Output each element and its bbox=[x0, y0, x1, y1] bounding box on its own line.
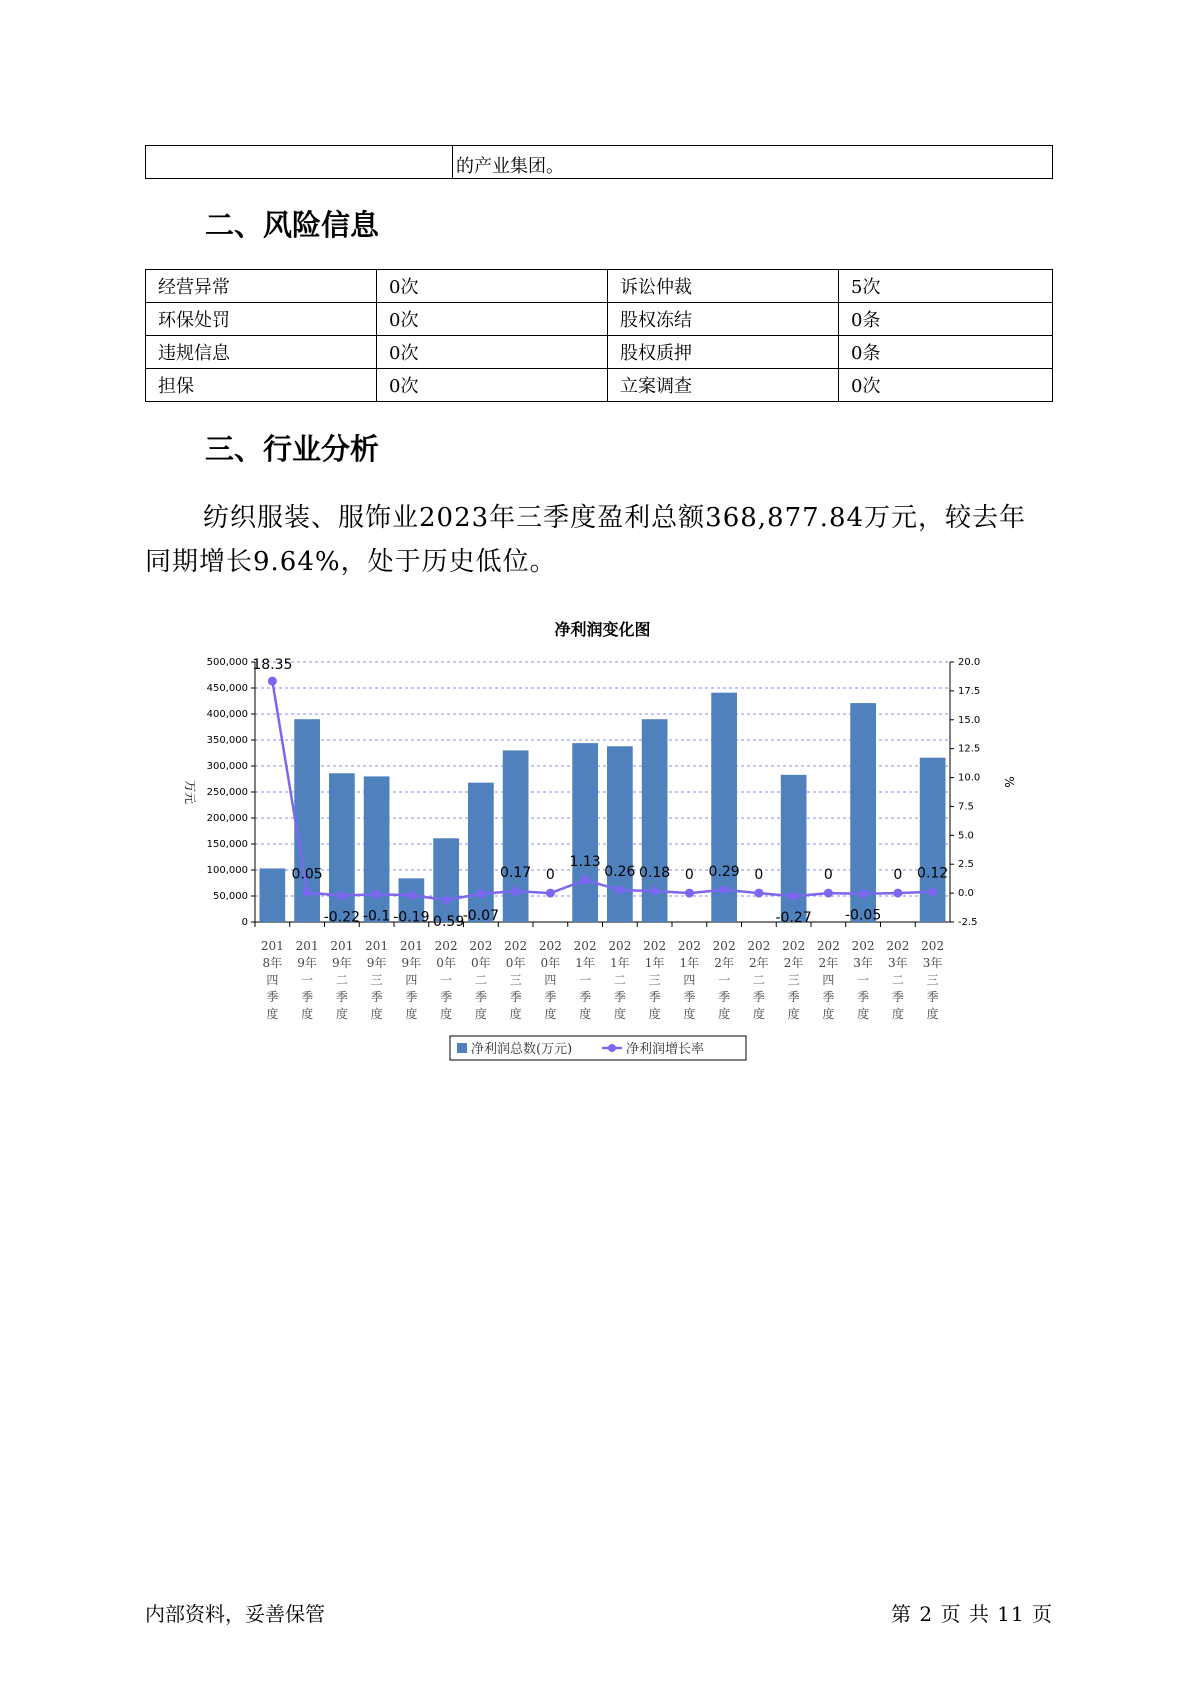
growth-rate-label: 0 bbox=[684, 867, 694, 884]
x-tick-label: 1年 bbox=[610, 956, 630, 970]
x-tick-label: 202 bbox=[469, 939, 493, 953]
x-tick-label: 202 bbox=[434, 939, 458, 953]
risk-label: 股权冻结 bbox=[608, 303, 839, 336]
right-tick-label: 7.5 bbox=[958, 801, 974, 813]
x-tick-label: 202 bbox=[712, 939, 736, 953]
x-tick-label: 201 bbox=[330, 939, 354, 953]
industry-section-title: 三、行业分析 bbox=[205, 432, 380, 466]
right-tick-label: 2.5 bbox=[958, 859, 974, 871]
bar bbox=[433, 838, 459, 922]
x-tick-label: 2年 bbox=[783, 956, 804, 970]
right-axis-title: % bbox=[1002, 776, 1016, 788]
growth-rate-point bbox=[685, 889, 694, 898]
right-tick-label: 20.0 bbox=[958, 657, 981, 668]
growth-rate-point bbox=[893, 889, 902, 898]
growth-rate-point bbox=[303, 888, 312, 897]
growth-rate-label: 0.29 bbox=[708, 863, 740, 880]
x-tick-label: 度 bbox=[857, 1007, 870, 1021]
risk-row bbox=[146, 336, 1053, 369]
x-tick-label: 度 bbox=[335, 1007, 348, 1021]
x-tick-label: 3年 bbox=[922, 956, 943, 970]
growth-rate-label: 0 bbox=[754, 867, 764, 884]
growth-rate-point bbox=[754, 889, 763, 898]
x-tick-label: 季 bbox=[301, 990, 314, 1004]
x-tick-label: 度 bbox=[683, 1007, 696, 1021]
x-tick-label: 季 bbox=[440, 990, 453, 1004]
bar bbox=[362, 776, 391, 925]
x-tick-label: 三 bbox=[509, 973, 522, 987]
x-tick-label: 度 bbox=[440, 1007, 453, 1021]
growth-rate-point bbox=[268, 677, 277, 686]
x-tick-label: 四 bbox=[405, 973, 418, 987]
x-tick-label: 二 bbox=[891, 973, 904, 987]
x-tick-label: 四 bbox=[544, 973, 557, 987]
footer-page-number: 第 2 页 共 11 页 bbox=[891, 1602, 1053, 1626]
x-tick-label: 202 bbox=[816, 939, 840, 953]
x-tick-label: 季 bbox=[266, 990, 279, 1004]
right-tick-label: 5.0 bbox=[958, 830, 974, 842]
x-tick-label: 202 bbox=[504, 939, 528, 953]
bar bbox=[468, 783, 494, 922]
x-tick-label: 1年 bbox=[575, 956, 595, 970]
growth-rate-label: -0.1 bbox=[362, 908, 391, 925]
x-tick-label: 度 bbox=[266, 1007, 279, 1021]
x-tick-label: 度 bbox=[405, 1007, 418, 1021]
growth-rate-point bbox=[337, 891, 346, 900]
x-tick-label: 季 bbox=[648, 990, 661, 1004]
growth-rate-label: 0.18 bbox=[639, 865, 671, 882]
left-tick-label: 300,000 bbox=[206, 761, 248, 772]
x-tick-label: 度 bbox=[474, 1007, 487, 1021]
growth-rate-point bbox=[789, 892, 798, 901]
x-tick-label: 0年 bbox=[471, 956, 491, 970]
right-tick-label: 12.5 bbox=[958, 743, 981, 755]
x-tick-label: 一 bbox=[301, 973, 314, 987]
x-tick-label: 度 bbox=[613, 1007, 626, 1021]
x-tick-label: 3年 bbox=[853, 956, 873, 970]
x-tick-label: 度 bbox=[752, 1007, 765, 1021]
x-tick-label: 202 bbox=[886, 939, 910, 953]
growth-rate-label: 0 bbox=[893, 867, 903, 884]
x-tick-label: 202 bbox=[573, 939, 597, 953]
left-tick-label: 100,000 bbox=[206, 865, 248, 876]
risk-value: 0次 bbox=[839, 369, 1053, 402]
growth-rate-point bbox=[928, 887, 937, 896]
x-tick-label: 季 bbox=[405, 990, 418, 1004]
x-tick-label: 201 bbox=[365, 939, 389, 953]
x-tick-label: 季 bbox=[613, 990, 626, 1004]
left-tick-label: 250,000 bbox=[206, 787, 248, 798]
left-tick-label: 0 bbox=[241, 917, 248, 928]
growth-rate-label: -0.07 bbox=[462, 907, 499, 924]
x-tick-label: 度 bbox=[787, 1007, 800, 1021]
x-tick-label: 季 bbox=[683, 990, 696, 1004]
growth-rate-point bbox=[372, 890, 381, 899]
x-tick-label: 202 bbox=[921, 939, 945, 953]
intro-table bbox=[145, 145, 1053, 179]
growth-rate-point bbox=[511, 887, 520, 896]
growth-rate-point bbox=[615, 886, 624, 895]
growth-rate-label: 0.17 bbox=[500, 865, 532, 882]
risk-label: 诉讼仲裁 bbox=[608, 270, 839, 303]
x-tick-label: 202 bbox=[747, 939, 771, 953]
risk-section-title: 二、风险信息 bbox=[205, 208, 380, 242]
growth-rate-label: 0.05 bbox=[291, 866, 323, 883]
risk-label: 立案调查 bbox=[608, 369, 839, 402]
right-tick-label: 17.5 bbox=[958, 685, 981, 697]
x-tick-label: 202 bbox=[538, 939, 562, 953]
x-tick-label: 9年 bbox=[297, 956, 317, 970]
left-tick-label: 200,000 bbox=[206, 813, 248, 824]
left-tick-label: 50,000 bbox=[213, 891, 248, 902]
growth-rate-point bbox=[476, 889, 485, 898]
x-tick-label: 201 bbox=[399, 939, 423, 953]
x-tick-label: 二 bbox=[474, 973, 487, 987]
x-tick-label: 一 bbox=[718, 973, 731, 987]
x-tick-label: 二 bbox=[335, 973, 348, 987]
risk-value: 0次 bbox=[377, 336, 608, 369]
risk-label: 违规信息 bbox=[146, 336, 377, 369]
x-tick-label: 季 bbox=[544, 990, 557, 1004]
x-tick-label: 1年 bbox=[644, 956, 665, 970]
x-tick-label: 季 bbox=[579, 990, 592, 1004]
right-tick-label: 10.0 bbox=[958, 772, 981, 784]
x-tick-label: 四 bbox=[683, 973, 696, 987]
growth-rate-label: 0.26 bbox=[604, 864, 636, 881]
legend-line-marker bbox=[608, 1044, 616, 1052]
x-tick-label: 一 bbox=[579, 973, 592, 987]
intro-table-text-cell: 的产业集团。 bbox=[453, 146, 1053, 179]
growth-rate-point bbox=[720, 885, 729, 894]
x-tick-label: 0年 bbox=[505, 956, 526, 970]
x-tick-label: 0年 bbox=[436, 956, 456, 970]
right-tick-label: 0.0 bbox=[958, 888, 974, 900]
x-tick-label: 季 bbox=[857, 990, 870, 1004]
left-tick-label: 400,000 bbox=[206, 709, 248, 720]
x-tick-label: 季 bbox=[474, 990, 487, 1004]
right-tick-label: -2.5 bbox=[958, 917, 978, 928]
x-tick-label: 三 bbox=[370, 973, 383, 987]
risk-value: 0条 bbox=[839, 336, 1053, 369]
x-tick-label: 季 bbox=[926, 990, 939, 1004]
x-tick-label: 三 bbox=[787, 973, 800, 987]
x-tick-label: 度 bbox=[891, 1007, 904, 1021]
x-tick-label: 202 bbox=[643, 939, 667, 953]
growth-rate-label: -0.59 bbox=[428, 913, 465, 930]
x-tick-label: 四 bbox=[266, 973, 279, 987]
risk-label: 担保 bbox=[146, 369, 377, 402]
x-tick-label: 度 bbox=[822, 1007, 835, 1021]
growth-rate-point bbox=[824, 889, 833, 898]
risk-row bbox=[146, 270, 1053, 303]
x-tick-label: 度 bbox=[648, 1007, 661, 1021]
x-tick-label: 季 bbox=[335, 990, 348, 1004]
left-axis-title: 万元 bbox=[183, 779, 197, 805]
x-tick-label: 202 bbox=[851, 939, 875, 953]
x-tick-label: 2年 bbox=[818, 956, 839, 970]
x-tick-label: 202 bbox=[782, 939, 806, 953]
bar bbox=[260, 868, 286, 922]
x-tick-label: 度 bbox=[370, 1007, 383, 1021]
bar bbox=[503, 750, 529, 922]
growth-rate-label: -0.19 bbox=[393, 909, 430, 926]
left-tick-label: 150,000 bbox=[206, 839, 248, 850]
x-tick-label: 度 bbox=[301, 1007, 314, 1021]
x-tick-label: 一 bbox=[440, 973, 453, 987]
right-tick-label: 15.0 bbox=[958, 714, 981, 726]
risk-label: 经营异常 bbox=[146, 270, 377, 303]
net-profit-chart bbox=[170, 610, 1030, 1070]
left-tick-label: 350,000 bbox=[206, 735, 248, 746]
x-tick-label: 2年 bbox=[714, 956, 734, 970]
x-tick-label: 9年 bbox=[366, 956, 387, 970]
intro-table-left-cell bbox=[146, 146, 453, 179]
x-tick-label: 0年 bbox=[540, 956, 561, 970]
x-tick-label: 季 bbox=[822, 990, 835, 1004]
footer-confidential: 内部资料，妥善保管 bbox=[145, 1602, 325, 1626]
growth-rate-point bbox=[859, 889, 868, 898]
risk-value: 5次 bbox=[839, 270, 1053, 303]
bar bbox=[572, 743, 598, 922]
bar bbox=[850, 703, 876, 922]
x-tick-label: 二 bbox=[752, 973, 765, 987]
x-tick-label: 202 bbox=[608, 939, 632, 953]
growth-rate-point bbox=[650, 887, 659, 896]
growth-rate-label: -0.05 bbox=[845, 907, 882, 924]
growth-rate-label: 1.13 bbox=[569, 854, 601, 871]
bar bbox=[920, 758, 946, 922]
risk-row bbox=[146, 303, 1053, 336]
risk-value: 0条 bbox=[839, 303, 1053, 336]
growth-rate-label: -0.22 bbox=[323, 909, 360, 926]
bar bbox=[607, 746, 633, 922]
x-tick-label: 8年 bbox=[262, 956, 283, 970]
x-tick-label: 一 bbox=[857, 973, 870, 987]
x-tick-label: 二 bbox=[613, 973, 626, 987]
x-tick-label: 三 bbox=[648, 973, 661, 987]
growth-rate-label: 0.12 bbox=[917, 865, 949, 882]
growth-rate-label: -0.27 bbox=[775, 910, 812, 927]
chart-title: 净利润变化图 bbox=[554, 620, 651, 639]
x-tick-label: 季 bbox=[787, 990, 800, 1004]
x-tick-label: 度 bbox=[509, 1007, 522, 1021]
x-tick-label: 201 bbox=[295, 939, 319, 953]
x-tick-label: 四 bbox=[822, 973, 835, 987]
x-tick-label: 三 bbox=[926, 973, 939, 987]
x-tick-label: 202 bbox=[677, 939, 701, 953]
growth-rate-point bbox=[442, 895, 451, 904]
x-tick-label: 度 bbox=[718, 1007, 731, 1021]
risk-row bbox=[146, 369, 1053, 402]
x-tick-label: 度 bbox=[926, 1007, 939, 1021]
x-tick-label: 9年 bbox=[332, 956, 352, 970]
legend-bar-swatch bbox=[457, 1043, 467, 1053]
x-tick-label: 3年 bbox=[888, 956, 908, 970]
growth-rate-label: 0 bbox=[823, 867, 833, 884]
x-tick-label: 2年 bbox=[749, 956, 769, 970]
x-tick-label: 季 bbox=[509, 990, 522, 1004]
left-tick-label: 450,000 bbox=[206, 683, 248, 694]
x-tick-label: 9年 bbox=[401, 956, 422, 970]
x-tick-label: 季 bbox=[752, 990, 765, 1004]
risk-value: 0次 bbox=[377, 369, 608, 402]
risk-label: 环保处罚 bbox=[146, 303, 377, 336]
risk-label: 股权质押 bbox=[608, 336, 839, 369]
x-tick-label: 度 bbox=[544, 1007, 557, 1021]
risk-value: 0次 bbox=[377, 303, 608, 336]
x-tick-label: 1年 bbox=[679, 956, 700, 970]
left-tick-label: 500,000 bbox=[206, 657, 248, 668]
x-tick-label: 季 bbox=[891, 990, 904, 1004]
risk-value: 0次 bbox=[377, 270, 608, 303]
growth-rate-point bbox=[407, 891, 416, 900]
growth-rate-label: 0 bbox=[545, 867, 555, 884]
legend-bar-label: 净利润总数(万元) bbox=[471, 1042, 573, 1057]
growth-rate-label: 18.35 bbox=[252, 657, 293, 674]
x-tick-label: 201 bbox=[260, 939, 284, 953]
industry-analysis-text: 纺织服装、服饰业2023年三季度盈利总额368,877.84万元，较去年同期增长9.64%，处于历史低位。 bbox=[145, 503, 1027, 577]
growth-rate-point bbox=[546, 889, 555, 898]
legend-line-label: 净利润增长率 bbox=[626, 1042, 705, 1057]
growth-rate-point bbox=[581, 876, 590, 885]
risk-table bbox=[145, 269, 1053, 402]
x-tick-label: 度 bbox=[579, 1007, 592, 1021]
x-tick-label: 季 bbox=[718, 990, 731, 1004]
x-tick-label: 季 bbox=[370, 990, 383, 1004]
